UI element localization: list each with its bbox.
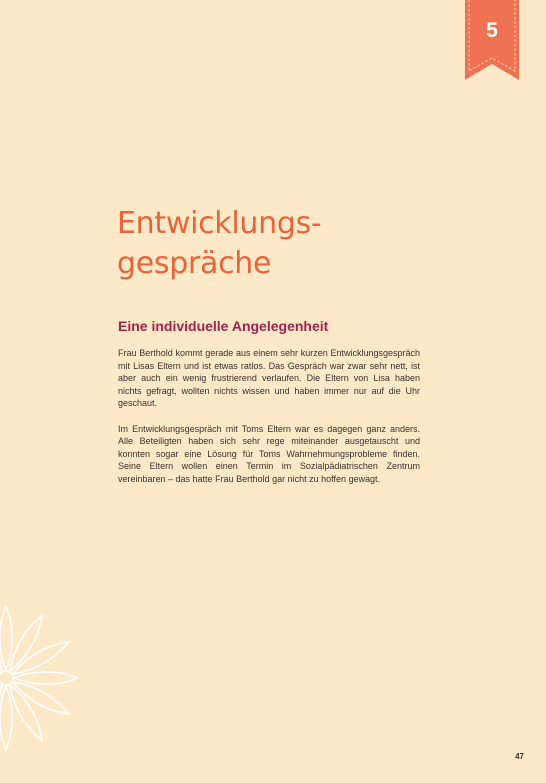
page-number: 47 <box>515 752 524 761</box>
page-title-line-2: gespräche <box>117 246 272 281</box>
page-title-line-1: Entwicklungs- <box>117 206 322 241</box>
body-text <box>118 347 420 498</box>
paragraph: Im Entwicklungsgespräch mit Toms Eltern war es dagegen ganz anders. Alle Beteiligten haben sich sehr rege miteinander ausgetauscht und konnten sogar eine Lösung für Toms Wahrnehmungsprobleme finden. Seine Eltern wollen einen Termin im Sozialpädiatrischen Zentrum vereinbaren – das hatte Frau Berthold gar nicht zu hoffen gewagt. <box>118 423 420 484</box>
flower-icon <box>0 598 78 758</box>
chapter-number: 5 <box>486 19 498 42</box>
section-subtitle: Eine individuelle Angelegenheit <box>118 318 329 334</box>
paragraph: Frau Berthold kommt gerade aus einem sehr kurzen Entwicklungsgespräch mit Lisas Eltern und ist etwas ratlos. Das Gespräch war zwar sehr nett, ist aber auch ein wenig frustrierend verlaufen. Die Eltern von Lisa haben nichts gefragt, wollten nichts wissen und haben immer nur auf die Uhr geschaut. <box>118 348 420 409</box>
page-title <box>117 204 437 284</box>
